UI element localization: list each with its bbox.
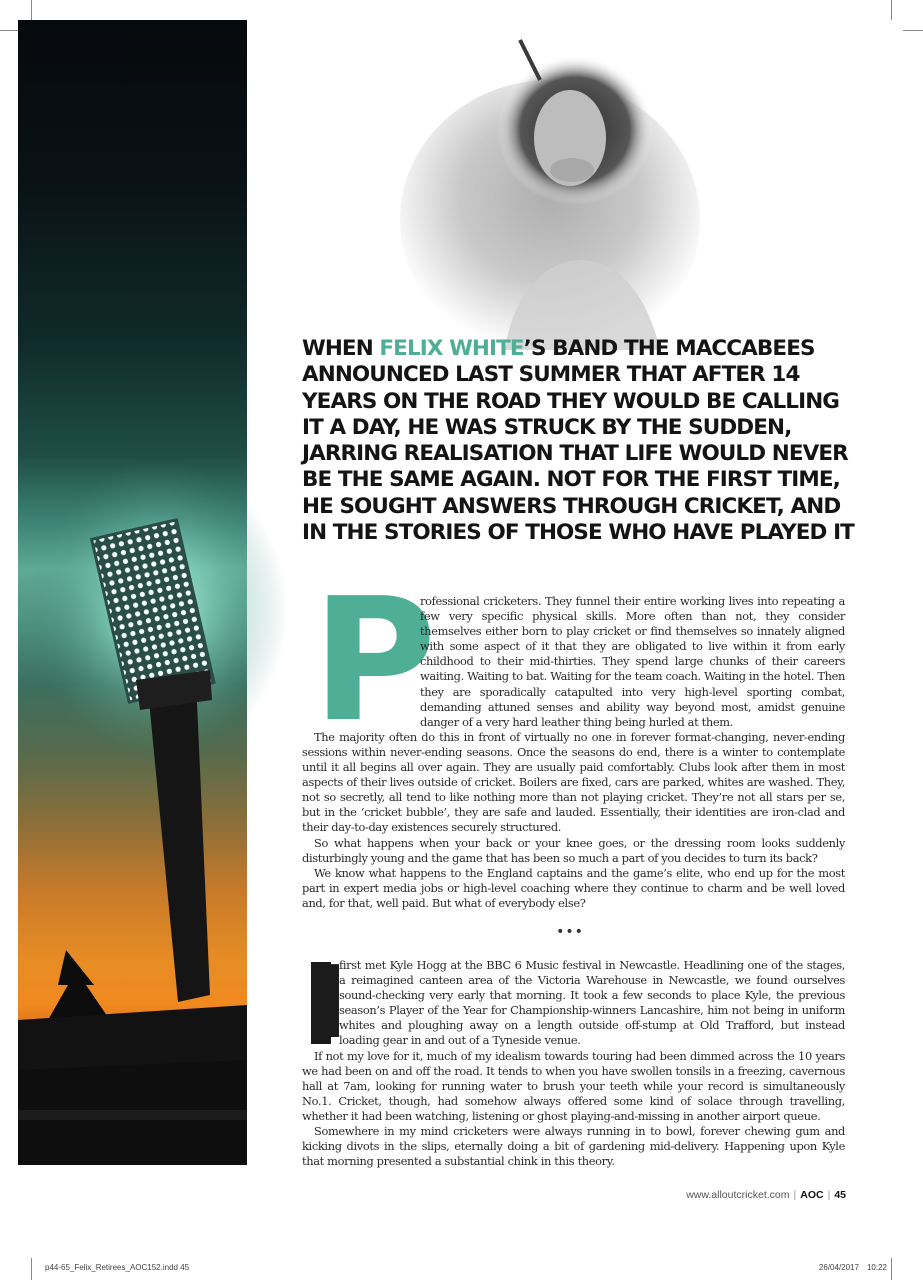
crop-mark-top-right: [891, 0, 892, 20]
folio-divider: |: [793, 1189, 797, 1201]
page-number: 45: [834, 1189, 846, 1201]
crop-mark-right-top: [903, 30, 923, 31]
article-body-section-1: [302, 562, 845, 911]
crop-mark-left-top: [0, 30, 20, 31]
print-slug-filename: p44-65_Felix_Retirees_AOC152.indd 45: [45, 1263, 190, 1272]
body-paragraph: rofessional cricketers. They funnel their entire working lives into repeating a few very specific physical skills. More often than not, they consider themselves either born to play cricket or find themselves so innately aligned with some aspect of it that they are obligated to live within it from early childhood to their mid-thirties. They spend large chunks of their careers waiting. Waiting to bat. Waiting for the team coach. Waiting in the hotel. Then they are sporadically catapulted into very high-level sporting combat, demanding attuned senses and ability way beyond most, amidst genuine danger of a very hard leather thing being hurled at them.: [420, 594, 845, 729]
magazine-brand: AOC: [800, 1189, 824, 1201]
body-paragraph: If not my love for it, much of my idealism towards touring had been dimmed across the 10 years we had been on and off the road. It tends to when you have swollen tonsils in a freezing, cavernous hall at 7am, looking for running water to brush your teeth while your record is simultaneously No.1. Cricket, though, had somehow always offered some kind of solace through travelling, whether it had been watching, listening or ghost playing-and-missing in another airport queue.: [302, 1048, 845, 1123]
headline-rest: ’S BAND THE MACCABEES ANNOUNCED LAST SUMMER THAT AFTER 14 YEARS ON THE ROAD THEY WOULD BE CALLING IT A DAY, HE WAS STRUCK BY THE SUDDEN, JARRING REALISATION THAT LIFE WOULD NEVER BE THE SAME AGAIN. NOT FOR THE FIRST TIME, HE SOUGHT ANSWERS THROUGH CRICKET, AND IN THE STORIES OF THOSE WHO HAVE PLAYED IT: [302, 336, 854, 546]
felix-white-portrait: [400, 20, 700, 350]
crop-mark-top-left: [31, 0, 32, 20]
crop-mark-bottom-left: [31, 1258, 32, 1280]
section-separator: •••: [556, 924, 584, 940]
body-paragraph: Somewhere in my mind cricketers were always running in to bowl, forever chewing gum and kicking divots in the slips, eternally doing a bit of gardening mid-delivery. Happening upon Kyle that morning presented a substantial chink in this theory.: [302, 1124, 845, 1169]
print-slug-date: 26/04/2017: [818, 1263, 859, 1272]
article-body-section-2: [302, 944, 845, 1169]
drop-cap-p: P: [312, 562, 437, 760]
crop-mark-bottom-right: [891, 1258, 892, 1280]
floodlight-photo: [18, 20, 247, 1165]
website-link[interactable]: www.alloutcricket.com: [686, 1189, 790, 1201]
headline-lead: WHEN: [302, 336, 380, 361]
print-slug-timestamp: [811, 1263, 887, 1272]
drop-cap-i: I: [311, 944, 348, 1061]
body-paragraph: We know what happens to the England captains and the game’s elite, who end up for the most part in expert media jobs or high-level coaching where they continue to charm and be well loved and, for that, well paid. But what of everybody else?: [302, 865, 845, 910]
body-paragraph: The majority often do this in front of virtually no one in forever format-changing, never-ending sessions within never-ending seasons. Once the seasons do end, there is a winter to contemplate until it all begins all over again. They are usually paid comfortably. Clubs look after them in most aspects of their lives outside of cricket. Boilers are fixed, cars are parked, whites are washed. They, not so secretly, all tend to like nothing more than not playing cricket. They’re not all stars per se, but in the ‘cricket bubble’, they are safe and lauded. Essentially, their identities are iron-clad and their day-to-day existences securely structured.: [302, 729, 845, 835]
folio-divider: |: [827, 1189, 831, 1201]
headline-name-highlight: FELIX WHITE: [379, 336, 524, 361]
print-slug-time: 10:22: [866, 1263, 887, 1272]
page-folio: [686, 1189, 846, 1201]
body-paragraph: first met Kyle Hogg at the BBC 6 Music festival in Newcastle. Headlining one of the stages, a reimagined canteen area of the Victoria Warehouse in Newcastle, we found ourselves sound-checking very early that morning. It took a few seconds to place Kyle, the previous season’s Player of the Year for Championship-winners Lancashire, him not being in uniform whites and ploughing away on a length outside off-stump at Old Trafford, but instead loading gear in and out of a Tyneside venue.: [339, 958, 845, 1048]
body-paragraph: So what happens when your back or your knee goes, or the dressing room looks suddenly disturbingly young and the game that has been so much a part of you decides to turn its back?: [302, 835, 845, 865]
article-standfirst: [302, 336, 862, 546]
